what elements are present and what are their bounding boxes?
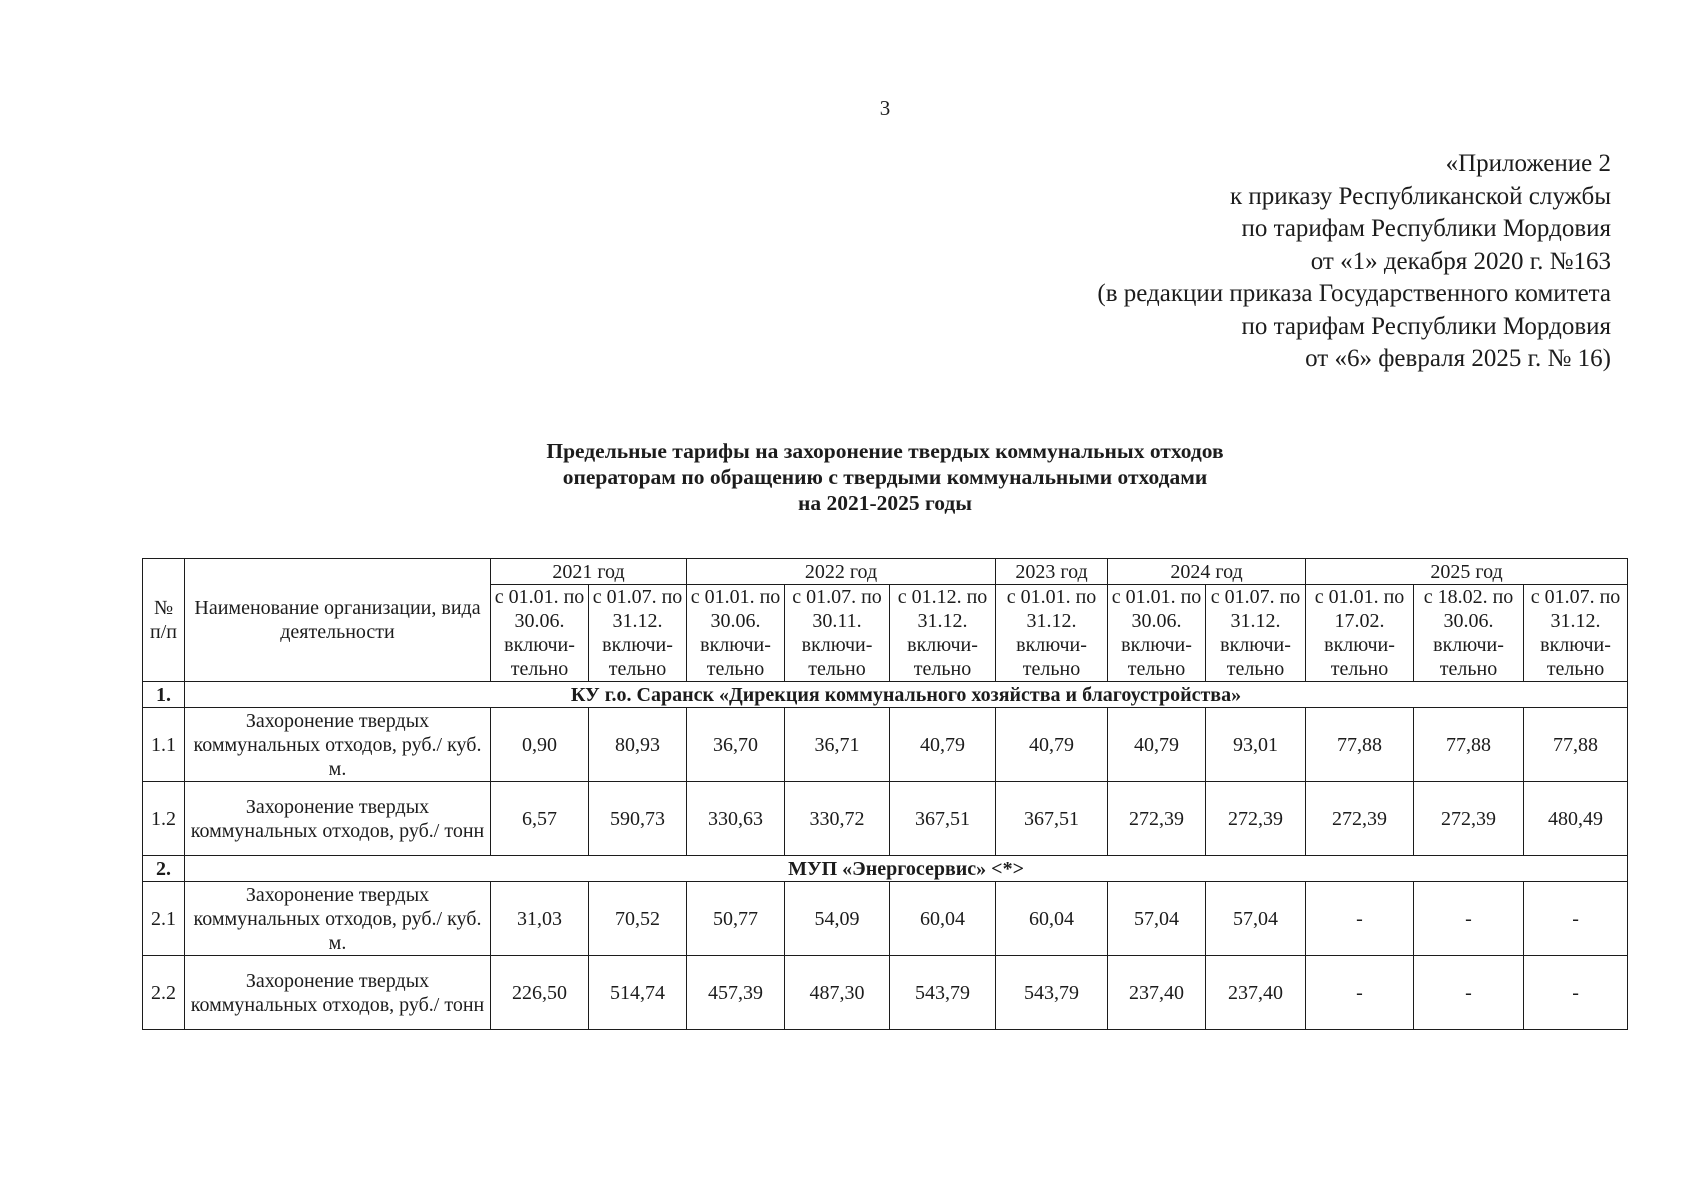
title-line: на 2021-2025 годы <box>797 491 973 515</box>
tariff-value: 60,04 <box>996 882 1108 956</box>
section-row <box>143 856 1628 882</box>
table-row <box>143 882 1628 956</box>
tariff-value: - <box>1306 956 1414 1030</box>
tariff-value: 480,49 <box>1524 782 1628 856</box>
year-header: 2025 год <box>1306 559 1628 585</box>
tariff-value: 226,50 <box>491 956 589 1030</box>
tariff-value: 0,90 <box>491 708 589 782</box>
table-row <box>143 782 1628 856</box>
year-header: 2023 год <box>996 559 1108 585</box>
tariff-value: 367,51 <box>890 782 996 856</box>
tariff-value: - <box>1524 882 1628 956</box>
tariffs-table <box>142 558 1628 1030</box>
title-line: операторам по обращению с твердыми коммунальными отходами <box>562 465 1208 489</box>
document-title <box>0 438 1695 516</box>
service-name: Захоронение твердых коммунальных отходов, руб./ тонн <box>185 782 491 856</box>
tariff-value: - <box>1306 882 1414 956</box>
period-header: с 01.01. по 31.12. включи-тельно <box>996 585 1108 682</box>
service-name: Захоронение твердых коммунальных отходов, руб./ куб. м. <box>185 708 491 782</box>
tariff-value: 70,52 <box>589 882 687 956</box>
year-header: 2022 год <box>687 559 996 585</box>
period-header: с 01.07. по 31.12. включи-тельно <box>589 585 687 682</box>
appendix-line: от «1» декабря 2020 г. №163 <box>1310 247 1611 275</box>
tariff-value: 6,57 <box>491 782 589 856</box>
tariff-value: 590,73 <box>589 782 687 856</box>
tariff-value: 77,88 <box>1414 708 1524 782</box>
appendix-line: по тарифам Республики Мордовия <box>1241 215 1611 242</box>
period-header: с 01.01. по 17.02. включи-тельно <box>1306 585 1414 682</box>
period-header: с 01.12. по 31.12. включи-тельно <box>890 585 996 682</box>
title-line: Предельные тарифы на захоронение твердых коммунальных отходов <box>546 439 1224 463</box>
period-header: с 18.02. по 30.06. включи-тельно <box>1414 585 1524 682</box>
tariff-value: 54,09 <box>785 882 890 956</box>
year-header-row <box>143 559 1628 585</box>
appendix-line: к приказу Республиканской службы <box>1229 182 1611 210</box>
tariff-value: - <box>1414 956 1524 1030</box>
header-num: № п/п <box>143 559 185 682</box>
section-name: КУ г.о. Саранск «Дирекция коммунального хозяйства и благоустройства» <box>185 682 1628 708</box>
tariff-value: 272,39 <box>1108 782 1206 856</box>
tariff-value: 367,51 <box>996 782 1108 856</box>
header-name: Наименование организации, вида деятельности <box>185 559 491 682</box>
tariff-value: 60,04 <box>890 882 996 956</box>
table-row <box>143 708 1628 782</box>
tariff-value: 487,30 <box>785 956 890 1030</box>
tariff-value: 272,39 <box>1414 782 1524 856</box>
tariff-value: 543,79 <box>996 956 1108 1030</box>
section-number: 1. <box>143 682 185 708</box>
tariff-value: 330,72 <box>785 782 890 856</box>
tariff-value: 36,70 <box>687 708 785 782</box>
period-header: с 01.01. по 30.06. включи-тельно <box>491 585 589 682</box>
row-number: 2.1 <box>143 882 185 956</box>
page-number: 3 <box>879 96 891 120</box>
row-number: 2.2 <box>143 956 185 1030</box>
section-name: МУП «Энергосервис» <*> <box>185 856 1628 882</box>
tariff-value: 40,79 <box>1108 708 1206 782</box>
row-number: 1.1 <box>143 708 185 782</box>
tariff-value: 80,93 <box>589 708 687 782</box>
tariff-value: 57,04 <box>1206 882 1306 956</box>
tariff-value: 237,40 <box>1206 956 1306 1030</box>
tariff-value: 272,39 <box>1206 782 1306 856</box>
period-header: с 01.01. по 30.06. включи-тельно <box>687 585 785 682</box>
tariff-value: 40,79 <box>890 708 996 782</box>
tariff-value: 514,74 <box>589 956 687 1030</box>
tariff-value: 330,63 <box>687 782 785 856</box>
tariff-value: 36,71 <box>785 708 890 782</box>
period-header: с 01.01. по 30.06. включи-тельно <box>1108 585 1206 682</box>
tariff-value: 272,39 <box>1306 782 1414 856</box>
section-number: 2. <box>143 856 185 882</box>
year-header: 2021 год <box>491 559 687 585</box>
tariff-value: 457,39 <box>687 956 785 1030</box>
tariff-value: 93,01 <box>1206 708 1306 782</box>
tariff-value: 57,04 <box>1108 882 1206 956</box>
appendix-line: (в редакции приказа Государственного комитета <box>1097 280 1611 307</box>
service-name: Захоронение твердых коммунальных отходов, руб./ куб. м. <box>185 882 491 956</box>
appendix-line: от «6» февраля 2025 г. № 16) <box>1305 345 1611 372</box>
tariff-value: - <box>1414 882 1524 956</box>
tariff-value: 77,88 <box>1524 708 1628 782</box>
appendix-line: «Приложение 2 <box>1445 150 1611 177</box>
period-header: с 01.07. по 31.12. включи-тельно <box>1206 585 1306 682</box>
row-number: 1.2 <box>143 782 185 856</box>
table-row <box>143 956 1628 1030</box>
tariff-value: 77,88 <box>1306 708 1414 782</box>
period-header: с 01.07. по 31.12. включи-тельно <box>1524 585 1628 682</box>
tariff-value: 31,03 <box>491 882 589 956</box>
section-row <box>143 682 1628 708</box>
period-header: с 01.07. по 30.11. включи-тельно <box>785 585 890 682</box>
appendix-header <box>1097 148 1611 376</box>
tariff-value: 543,79 <box>890 956 996 1030</box>
tariff-value: 237,40 <box>1108 956 1206 1030</box>
year-header: 2024 год <box>1108 559 1306 585</box>
service-name: Захоронение твердых коммунальных отходов, руб./ тонн <box>185 956 491 1030</box>
appendix-line: по тарифам Республики Мордовия <box>1241 312 1611 340</box>
tariff-value: 40,79 <box>996 708 1108 782</box>
tariff-value: 50,77 <box>687 882 785 956</box>
tariff-value: - <box>1524 956 1628 1030</box>
